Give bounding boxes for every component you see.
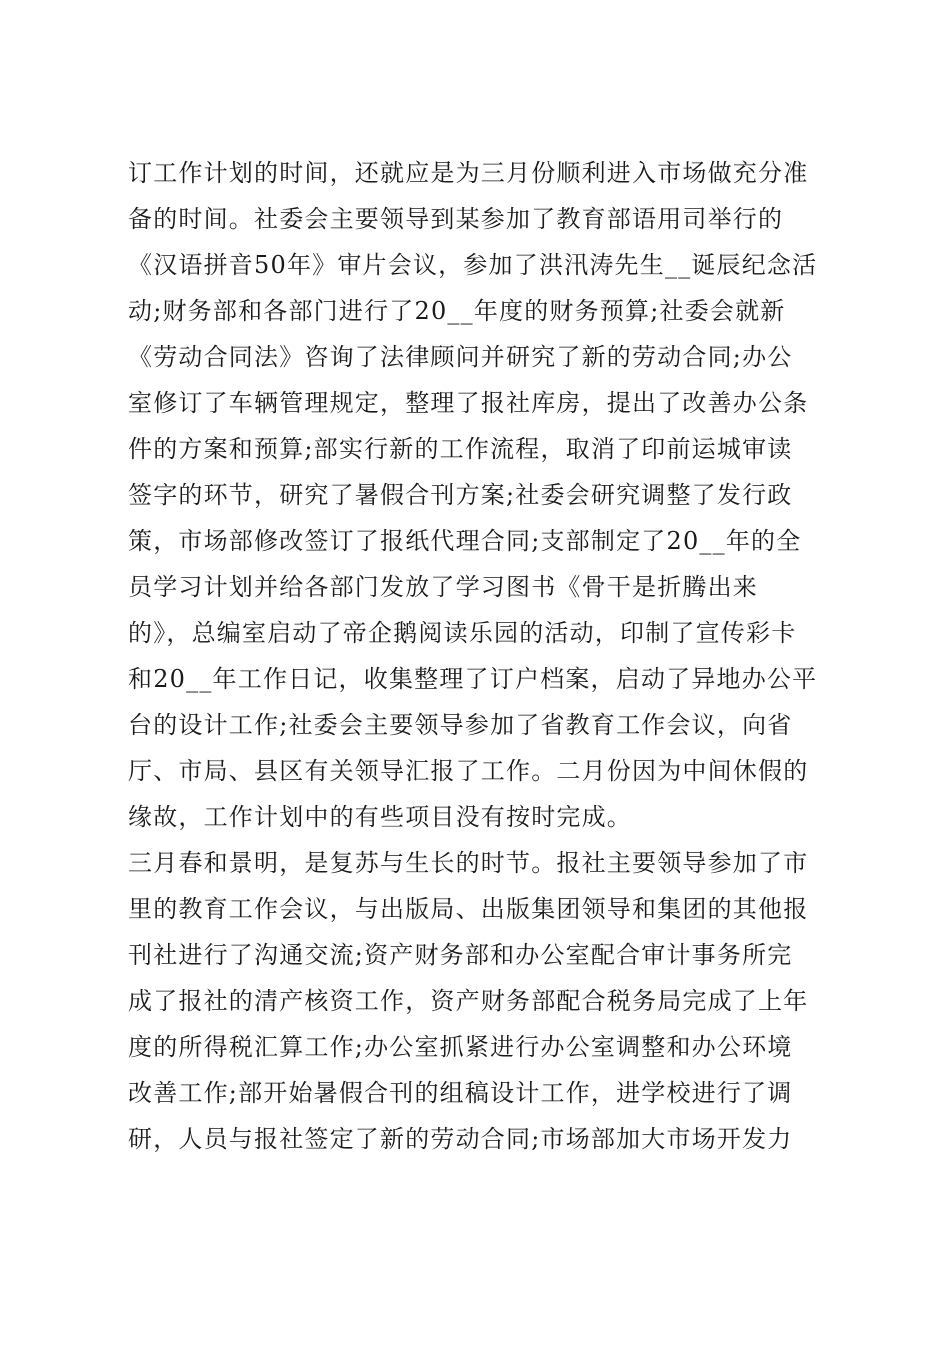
text-line: 《汉语拼音50年》审片会议，参加了洪汛涛先生__诞辰纪念活	[128, 251, 818, 279]
text-line: 动;财务部和各部门进行了20__年度的财务预算;社委会就新	[128, 297, 786, 325]
text-line: 台的设计工作;社委会主要领导参加了省教育工作会议，向省	[128, 711, 793, 739]
text-line: 里的教育工作会议，与出版局、出版集团领导和集团的其他报	[128, 895, 809, 923]
text-line: 改善工作;部开始暑假合刊的组稿设计工作，进学校进行了调	[128, 1079, 793, 1107]
text-line: 刊社进行了沟通交流;资产财务部和办公室配合审计事务所完	[128, 941, 793, 969]
text-line: 和20__年工作日记，收集整理了订户档案，启动了异地办公平	[128, 665, 818, 693]
text-line: 成了报社的清产核资工作，资产财务部配合税务局完成了上年	[128, 987, 809, 1015]
text-line: 件的方案和预算;部实行新的工作流程，取消了印前运城审读	[128, 435, 793, 463]
text-line: 订工作计划的时间，还就应是为三月份顺利进入市场做充分准	[128, 159, 809, 187]
text-line: 室修订了车辆管理规定，整理了报社库房，提出了改善办公条	[128, 389, 809, 417]
body-text	[128, 150, 828, 1162]
text-line: 签字的环节，研究了暑假合刊方案;社委会研究调整了发行政	[128, 481, 793, 509]
text-line: 的》，总编室启动了帝企鹅阅读乐园的活动，印制了宣传彩卡	[128, 619, 797, 647]
text-line: 员学习计划并给各部门发放了学习图书《骨干是折腾出来	[128, 573, 758, 601]
text-line: 策，市场部修改签订了报纸代理合同;支部制定了20__年的全	[128, 527, 802, 555]
text-line: 度的所得税汇算工作;办公室抓紧进行办公室调整和办公环境	[128, 1033, 793, 1061]
text-line: 研，人员与报社签定了新的劳动合同;市场部加大市场开发力	[128, 1125, 793, 1153]
text-line: 厅、市局、县区有关领导汇报了工作。二月份因为中间休假的	[128, 757, 809, 785]
text-line: 三月春和景明，是复苏与生长的时节。报社主要领导参加了市	[128, 849, 809, 877]
text-line: 备的时间。社委会主要领导到某参加了教育部语用司举行的	[128, 205, 784, 233]
text-line: 《劳动合同法》咨询了法律顾问并研究了新的劳动合同;办公	[128, 343, 793, 371]
text-line: 缘故，工作计划中的有些项目没有按时完成。	[128, 803, 632, 831]
